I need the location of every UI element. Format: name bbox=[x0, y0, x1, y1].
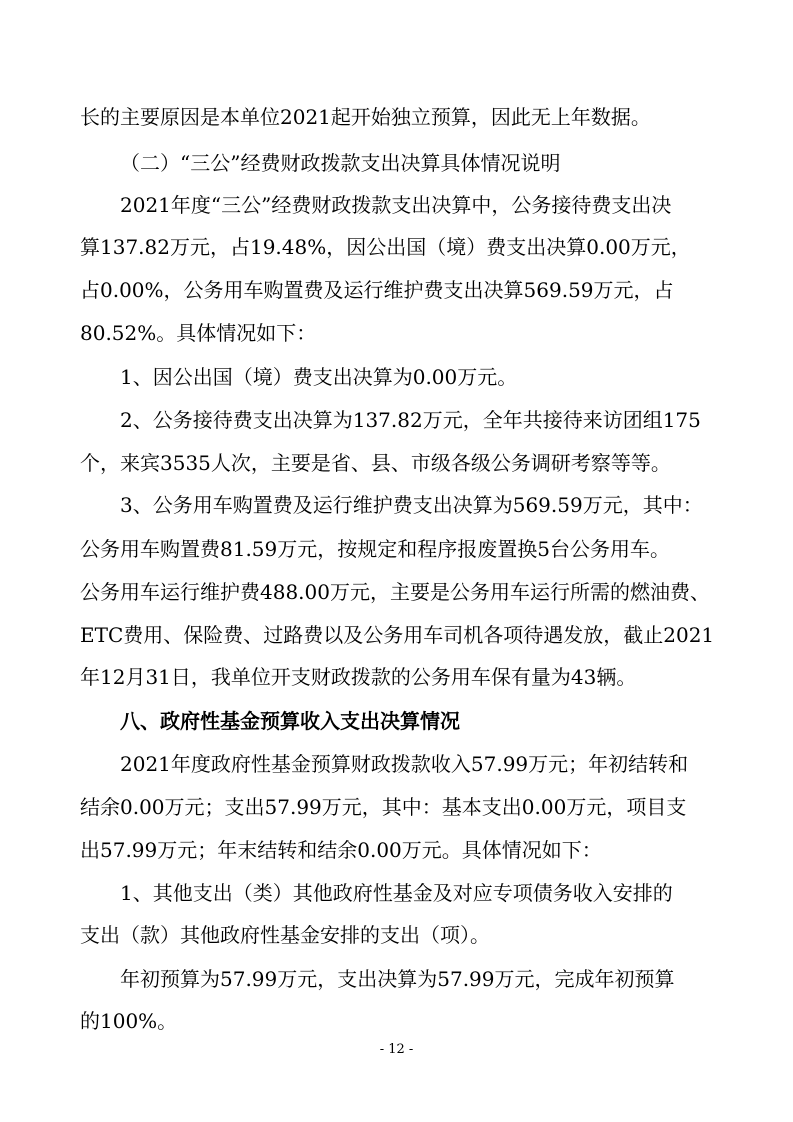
text-line: 年初预算为57.99万元，支出决算为57.99万元，完成年初预算 bbox=[120, 967, 675, 991]
paragraph-line bbox=[0, 964, 793, 994]
paragraph-line bbox=[0, 662, 793, 692]
paragraph-line bbox=[0, 792, 793, 822]
text-line: 长的主要原因是本单位2021起开始独立预算，因此无上年数据。 bbox=[80, 105, 651, 129]
page-number: - 12 - bbox=[379, 1042, 414, 1057]
paragraph-line bbox=[0, 577, 793, 607]
text-line: 80.52%。具体情况如下： bbox=[80, 321, 317, 345]
text-line: 算137.82万元，占19.48%，因公出国（境）费支出决算0.00万元， bbox=[80, 235, 691, 259]
text-line: 2021年度“三公”经费财政拨款支出决算中，公务接待费支出决 bbox=[120, 193, 672, 217]
text-line: 1、因公出国（境）费支出决算为0.00万元。 bbox=[120, 365, 518, 389]
paragraph-line bbox=[0, 318, 793, 348]
paragraph-line bbox=[0, 534, 793, 564]
text-line: 公务用车运行维护费488.00万元，主要是公务用车运行所需的燃油费、 bbox=[80, 580, 710, 604]
paragraph-line bbox=[0, 490, 793, 520]
paragraph-line bbox=[0, 448, 793, 478]
text-line: 1、其他支出（类）其他政府性基金及对应专项债务收入安排的 bbox=[120, 881, 673, 905]
paragraph-line bbox=[0, 232, 793, 262]
paragraph-line bbox=[0, 749, 793, 779]
section-heading bbox=[0, 706, 793, 736]
text-line: 年12月31日，我单位开支财政拨款的公务用车保有量为43辆。 bbox=[80, 665, 637, 689]
paragraph-line bbox=[0, 405, 793, 435]
paragraph-line bbox=[0, 275, 793, 305]
paragraph-line bbox=[0, 1006, 793, 1036]
text-line: 个，来宾3535人次，主要是省、县、市级各级公务调研考察等等。 bbox=[80, 451, 671, 475]
section-heading-text: 八、政府性基金预算收入支出决算情况 bbox=[120, 709, 460, 733]
text-line: 的100%。 bbox=[80, 1009, 178, 1033]
text-line: 占0.00%，公务用车购置费及运行维护费支出决算569.59万元，占 bbox=[80, 278, 674, 302]
text-line: 出57.99万元；年末结转和结余0.00万元。具体情况如下： bbox=[80, 838, 602, 862]
text-line: 3、公务用车购置费及运行维护费支出决算为569.59万元，其中： bbox=[120, 493, 703, 517]
text-line: 结余0.00万元；支出57.99万元，其中：基本支出0.00万元，项目支 bbox=[80, 795, 687, 819]
text-line: 公务用车购置费81.59万元，按规定和程序报废置换5台公务用车。 bbox=[80, 537, 670, 561]
text-line: 2021年度政府性基金预算财政拨款收入57.99万元；年初结转和 bbox=[120, 752, 689, 776]
paragraph-line bbox=[0, 835, 793, 865]
text-line: ETC费用、保险费、过路费以及公务用车司机各项待遇发放，截止2021 bbox=[80, 623, 715, 647]
paragraph-line bbox=[0, 362, 793, 392]
text-line: 支出（款）其他政府性基金安排的支出（项）。 bbox=[80, 923, 490, 947]
text-line: 2、公务接待费支出决算为137.82万元，全年共接待来访团组175 bbox=[120, 408, 701, 432]
paragraph-line bbox=[0, 878, 793, 908]
paragraph-line bbox=[0, 190, 793, 220]
paragraph-line bbox=[0, 920, 793, 950]
paragraph-line bbox=[0, 102, 793, 132]
text-line: （二）“三公”经费财政拨款支出决算具体情况说明 bbox=[120, 151, 561, 175]
paragraph-line bbox=[0, 620, 793, 650]
paragraph-line bbox=[0, 148, 793, 178]
